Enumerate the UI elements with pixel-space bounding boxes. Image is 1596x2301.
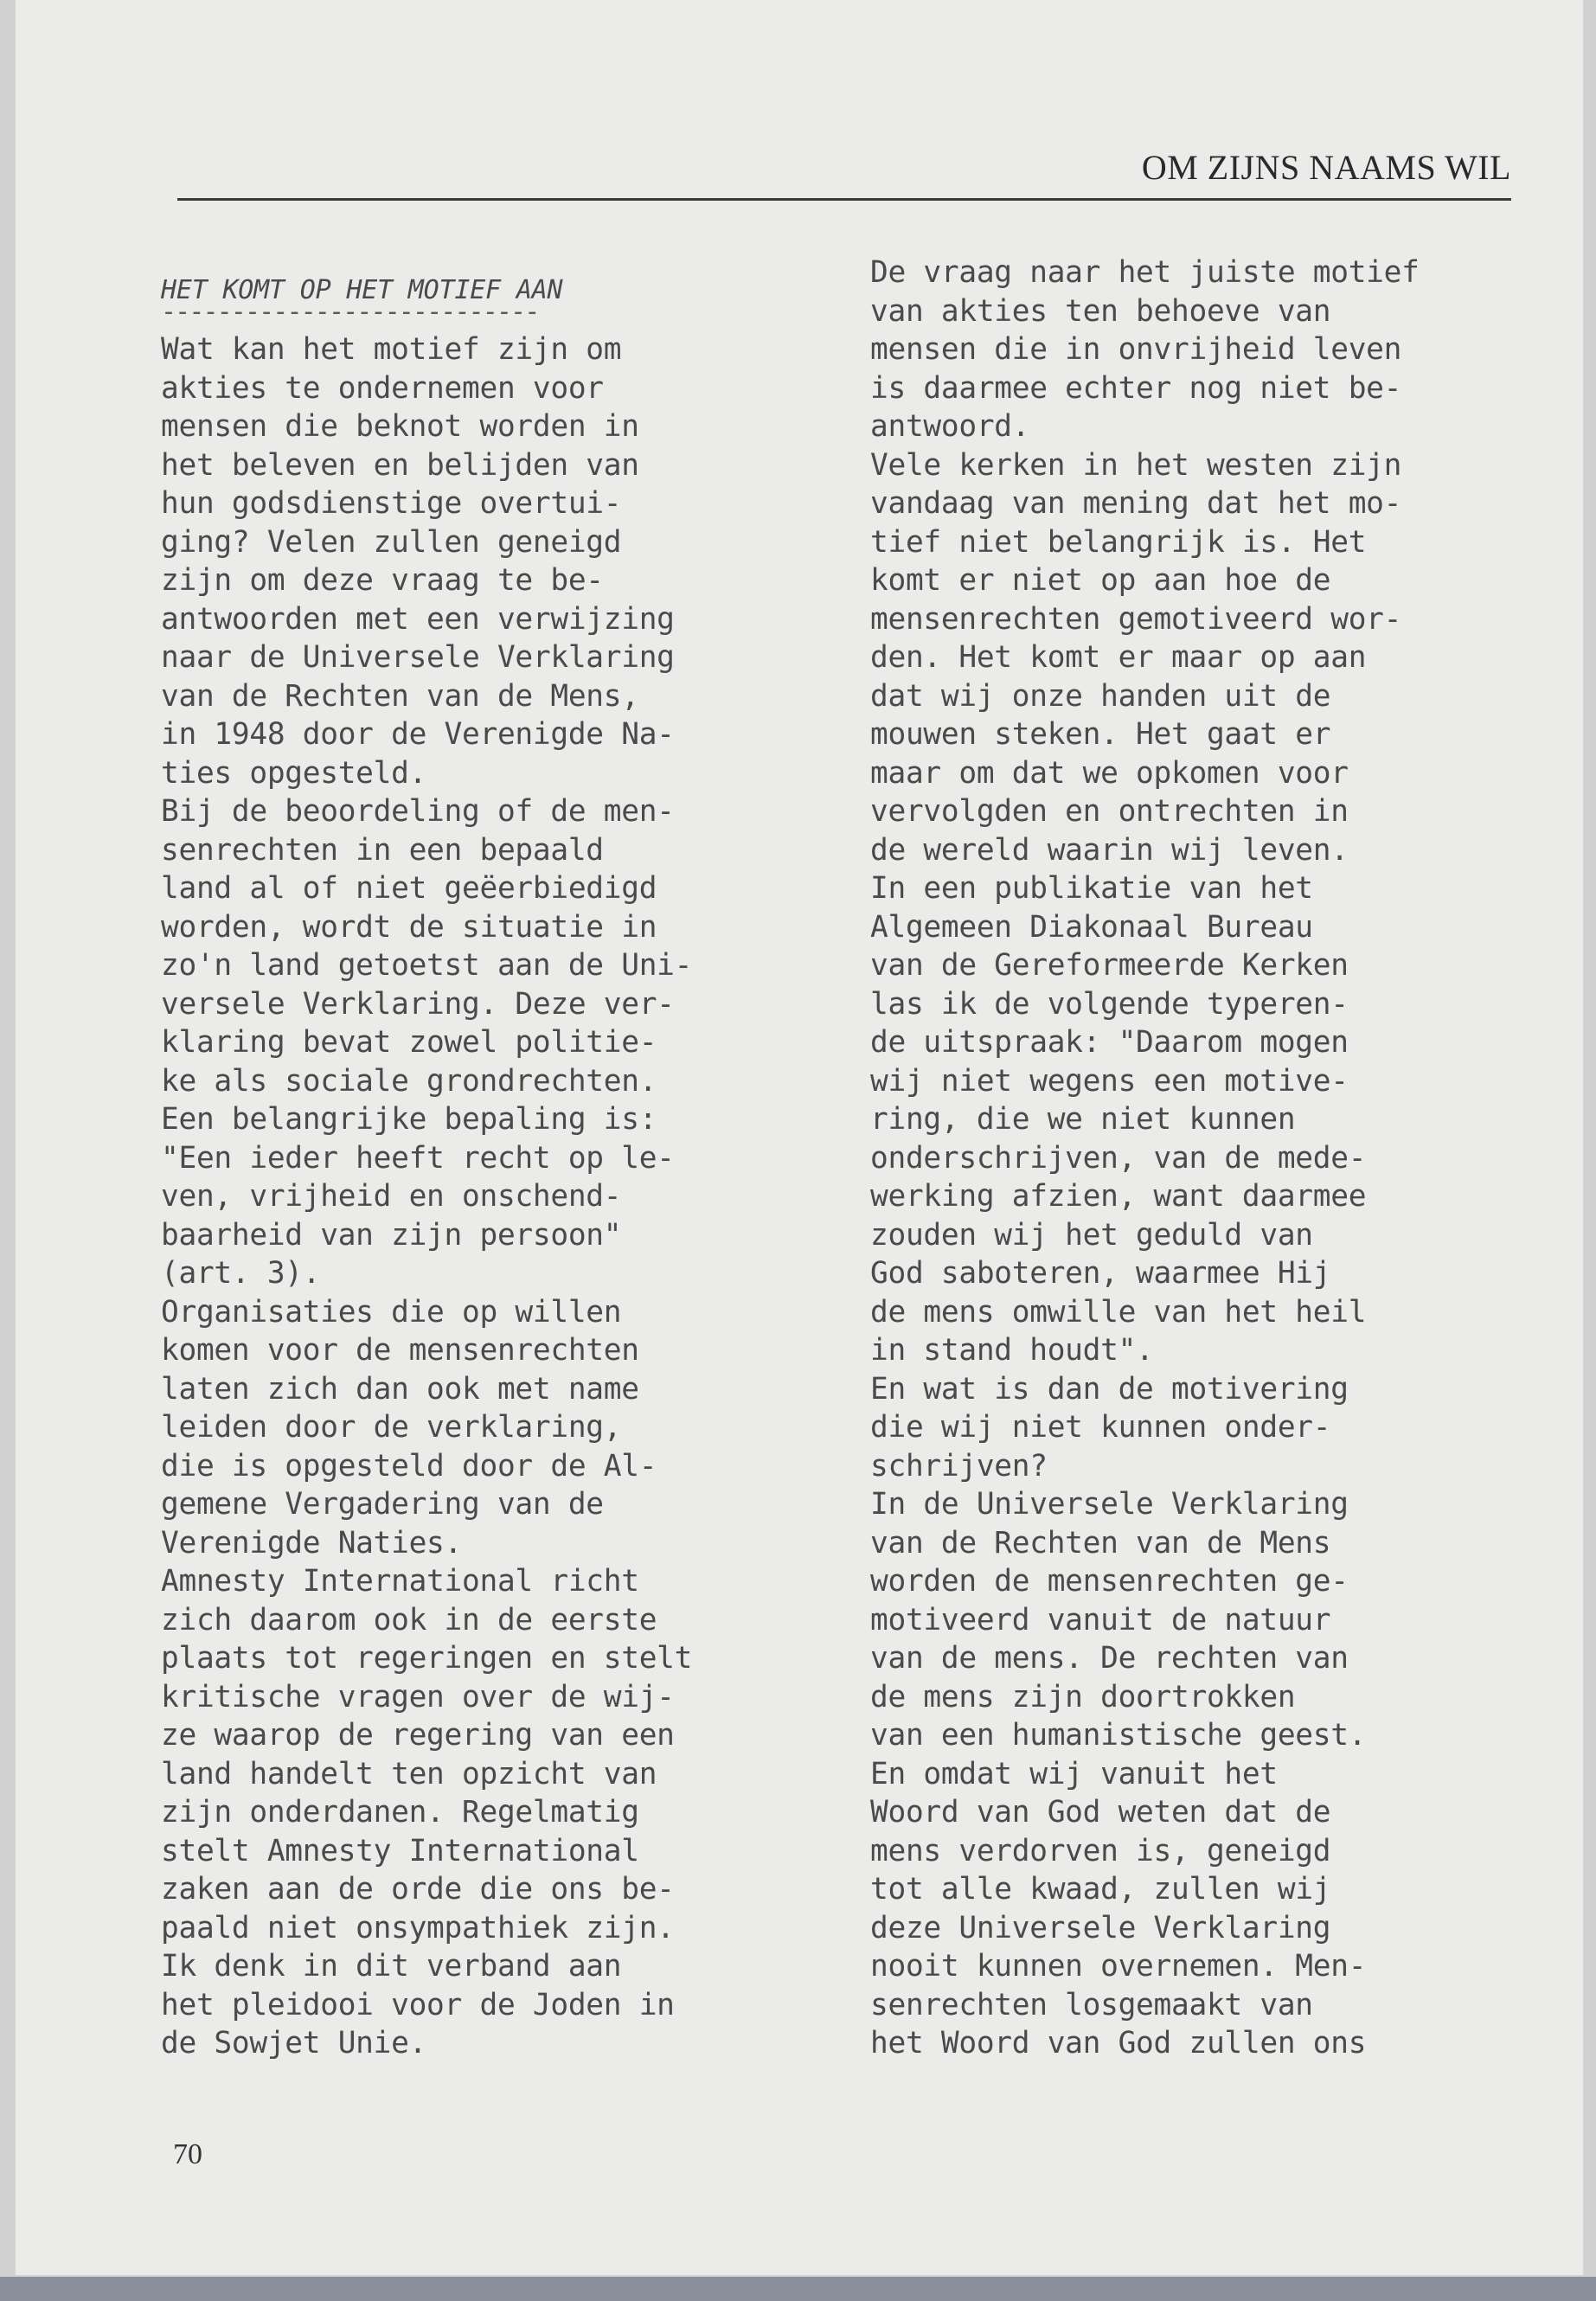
text-line: worden, wordt de situatie in <box>161 909 657 945</box>
text-line: die is opgesteld door de Al- <box>161 1448 657 1484</box>
text-line: van een humanistische geest. <box>870 1718 1367 1753</box>
text-line: (art. 3). <box>161 1256 321 1291</box>
text-line: En wat is dan de motivering <box>870 1371 1349 1407</box>
text-line: den. Het komt er maar op aan <box>870 640 1367 675</box>
text-line: het beleven en belijden van <box>161 447 639 483</box>
right-column <box>870 253 1420 2063</box>
text-line: ties opgesteld. <box>161 755 427 791</box>
text-line: zijn onderdanen. Regelmatig <box>161 1795 639 1830</box>
text-line: mouwen steken. Het gaat er <box>870 717 1331 752</box>
text-line: komen voor de mensenrechten <box>161 1333 639 1368</box>
text-line: leiden door de verklaring, <box>161 1410 622 1445</box>
text-line: Wat kan het motief zijn om <box>161 332 622 367</box>
text-line: las ik de volgende typeren- <box>870 986 1349 1022</box>
text-line: tief niet belangrijk is. Het <box>870 524 1367 560</box>
text-line: onderschrijven, van de mede- <box>870 1140 1367 1176</box>
text-line: In de Universele Verklaring <box>870 1487 1349 1522</box>
text-line: komt er niet op aan hoe de <box>870 563 1331 598</box>
text-line: de mens omwille van het heil <box>870 1294 1367 1330</box>
left-column <box>161 330 692 2063</box>
text-line: plaats tot regeringen en stelt <box>161 1641 693 1676</box>
text-line: kritische vragen over de wij- <box>161 1679 675 1715</box>
text-line: Amnesty International richt <box>161 1564 639 1599</box>
text-line: naar de Universele Verklaring <box>161 640 675 675</box>
text-line: versele Verklaring. Deze ver- <box>161 986 675 1022</box>
text-line: mens verdorven is, geneigd <box>870 1833 1331 1868</box>
scan-bottom-edge <box>0 2277 1596 2301</box>
text-line: in stand houdt". <box>870 1333 1154 1368</box>
text-line: zijn om deze vraag te be- <box>161 563 604 598</box>
running-header: OM ZIJNS NAAMS WIL <box>1141 148 1511 187</box>
text-line: vandaag van mening dat het mo- <box>870 486 1402 521</box>
text-line: "Een ieder heeft recht op le- <box>161 1140 675 1176</box>
text-line: Ik denk in dit verband aan <box>161 1949 622 1984</box>
text-line: van de mens. De rechten van <box>870 1641 1349 1676</box>
section-heading: HET KOMT OP HET MOTIEF AAN <box>161 275 563 305</box>
text-line: het Woord van God zullen ons <box>870 2026 1367 2061</box>
text-line: motiveerd vanuit de natuur <box>870 1602 1331 1638</box>
text-line: De vraag naar het juiste motief <box>870 255 1420 290</box>
text-line: God saboteren, waarmee Hij <box>870 1256 1331 1291</box>
text-line: mensenrechten gemotiveerd wor- <box>870 601 1402 637</box>
text-line: akties te ondernemen voor <box>161 370 604 406</box>
text-line: de uitspraak: "Daarom mogen <box>870 1025 1349 1060</box>
text-line: mensen die beknot worden in <box>161 409 639 444</box>
text-line: van akties ten behoeve van <box>870 293 1331 329</box>
text-line: mensen die in onvrijheid leven <box>870 332 1402 367</box>
text-line: ven, vrijheid en onschend- <box>161 1179 622 1214</box>
section-underline: --------------------------- <box>161 297 539 327</box>
text-line: antwoord. <box>870 409 1030 444</box>
text-line: senrechten in een bepaald <box>161 832 604 868</box>
text-line: maar om dat we opkomen voor <box>870 755 1349 791</box>
text-line: zouden wij het geduld van <box>870 1217 1313 1253</box>
page-number: 70 <box>173 2138 202 2170</box>
text-line: deze Universele Verklaring <box>870 1910 1331 1945</box>
text-line: de Sowjet Unie. <box>161 2026 427 2061</box>
text-line: dat wij onze handen uit de <box>870 678 1331 714</box>
text-line: schrijven? <box>870 1448 1048 1484</box>
text-line: van de Rechten van de Mens, <box>161 678 639 714</box>
text-line: van de Rechten van de Mens <box>870 1525 1331 1561</box>
text-line: paald niet onsympathiek zijn. <box>161 1910 675 1945</box>
text-line: werking afzien, want daarmee <box>870 1179 1367 1214</box>
text-line: Vele kerken in het westen zijn <box>870 447 1402 483</box>
text-line: Organisaties die op willen <box>161 1294 622 1330</box>
text-line: ke als sociale grondrechten. <box>161 1063 657 1099</box>
text-line: ging? Velen zullen geneigd <box>161 524 622 560</box>
text-line: de wereld waarin wij leven. <box>870 832 1349 868</box>
text-line: het pleidooi voor de Joden in <box>161 1987 675 2022</box>
text-line: antwoorden met een verwijzing <box>161 601 675 637</box>
text-line: in 1948 door de Verenigde Na- <box>161 717 675 752</box>
text-line: Woord van God weten dat de <box>870 1795 1331 1830</box>
text-line: stelt Amnesty International <box>161 1833 639 1868</box>
text-line: klaring bevat zowel politie- <box>161 1025 657 1060</box>
text-line: In een publikatie van het <box>870 871 1313 906</box>
text-line: Een belangrijke bepaling is: <box>161 1102 657 1137</box>
text-line: land al of niet geëerbiedigd <box>161 871 657 906</box>
text-line: vervolgden en ontrechten in <box>870 794 1349 829</box>
text-line: van de Gereformeerde Kerken <box>870 948 1349 983</box>
text-line: ring, die we niet kunnen <box>870 1102 1296 1137</box>
text-line: En omdat wij vanuit het <box>870 1756 1278 1791</box>
text-line: Algemeen Diakonaal Bureau <box>870 909 1313 945</box>
header-rule <box>177 198 1511 201</box>
text-line: zaken aan de orde die ons be- <box>161 1872 675 1907</box>
text-line: zo'n land getoetst aan de Uni- <box>161 948 693 983</box>
text-line: wij niet wegens een motive- <box>870 1063 1349 1099</box>
text-line: senrechten losgemaakt van <box>870 1987 1313 2022</box>
text-line: de mens zijn doortrokken <box>870 1679 1296 1715</box>
text-line: tot alle kwaad, zullen wij <box>870 1872 1331 1907</box>
text-line: hun godsdienstige overtui- <box>161 486 622 521</box>
text-line: die wij niet kunnen onder- <box>870 1410 1331 1445</box>
text-line: baarheid van zijn persoon" <box>161 1217 622 1253</box>
text-line: ze waarop de regering van een <box>161 1718 675 1753</box>
text-line: zich daarom ook in de eerste <box>161 1602 657 1638</box>
text-line: nooit kunnen overnemen. Men- <box>870 1949 1367 1984</box>
text-line: laten zich dan ook met name <box>161 1371 639 1407</box>
text-line: worden de mensenrechten ge- <box>870 1564 1349 1599</box>
text-line: Bij de beoordeling of de men- <box>161 794 675 829</box>
text-line: gemene Vergadering van de <box>161 1487 604 1522</box>
text-line: Verenigde Naties. <box>161 1525 463 1561</box>
text-line: is daarmee echter nog niet be- <box>870 370 1402 406</box>
text-line: land handelt ten opzicht van <box>161 1756 657 1791</box>
